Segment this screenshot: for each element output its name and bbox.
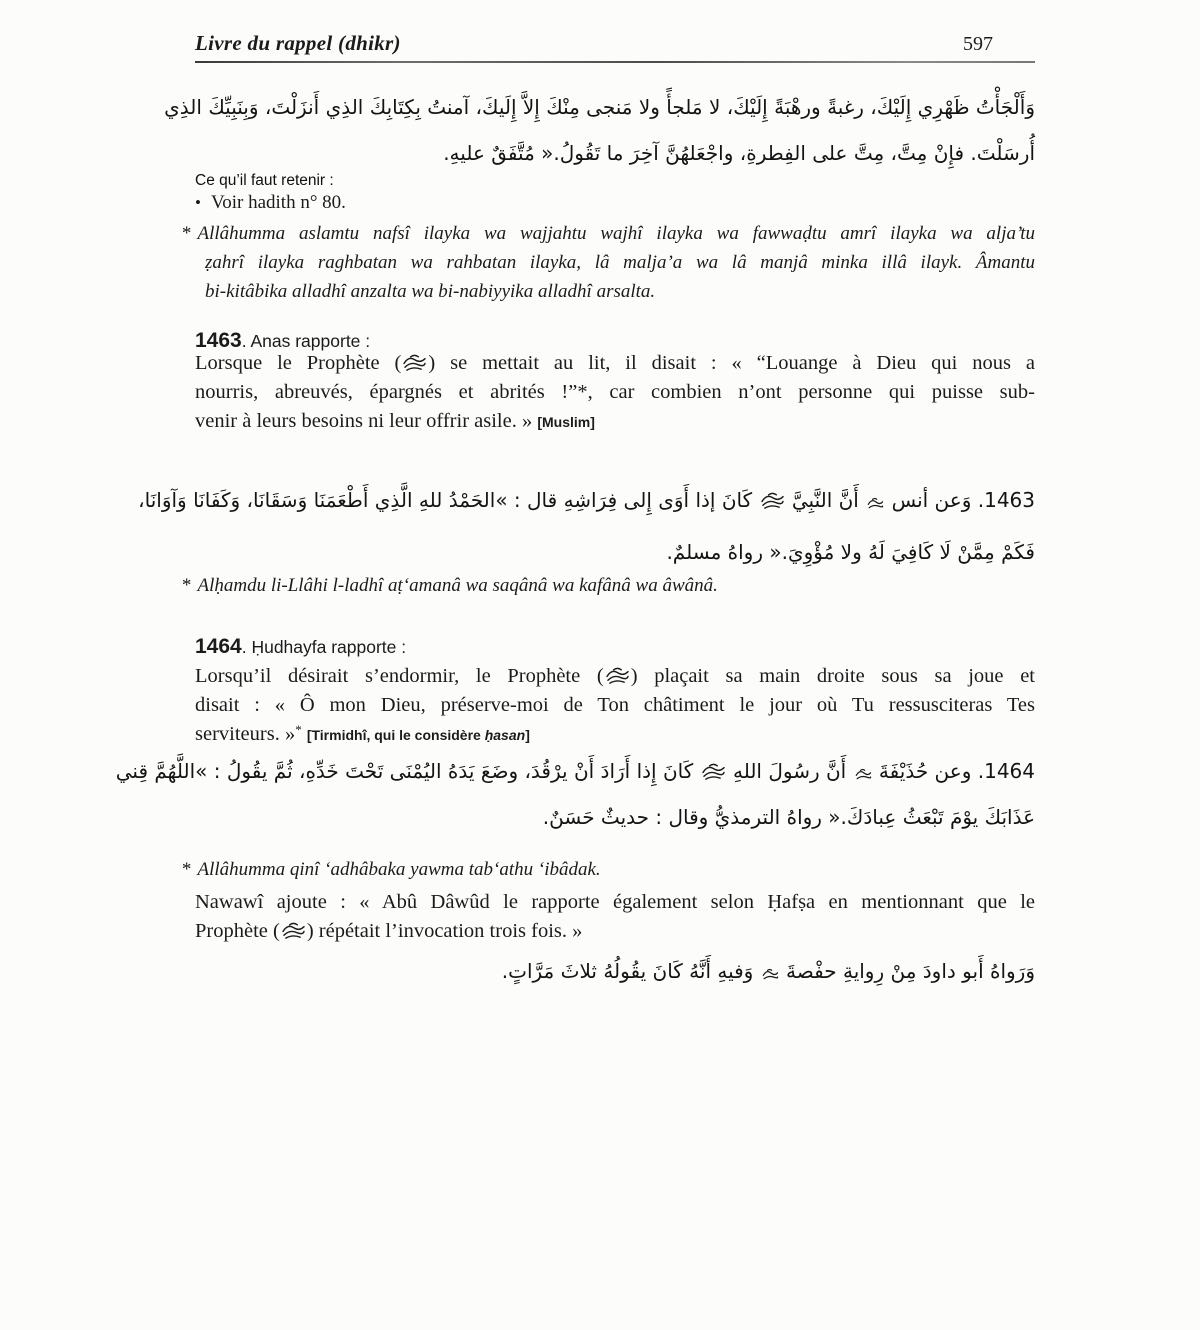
sallallahu-alayhi-wa-sallam-symbol xyxy=(701,761,726,782)
transliteration-line xyxy=(181,858,1035,882)
footnote-asterisk: * xyxy=(181,859,191,880)
nawawi-note xyxy=(195,888,1035,946)
hadith-1463-transliteration xyxy=(181,574,1035,598)
radiyallahu-anhu-symbol xyxy=(866,496,884,511)
french-text-line: disait : « Ô mon Dieu, préserve-moi de Ton châtiment le jour où Tu ressusciteras Tes xyxy=(195,694,1035,716)
french-text-line: venir à leurs besoins ni leur offrir asile. » [Muslim] xyxy=(195,410,595,432)
sallallahu-alayhi-wa-sallam-symbol xyxy=(760,490,785,511)
footnote-asterisk: * xyxy=(181,575,191,596)
french-text-line: Prophète ( ) répétait l’invocation trois fois. » xyxy=(195,920,583,942)
hadith-1463-french-body xyxy=(195,349,1035,436)
hadith-1464-heading xyxy=(195,635,1035,659)
hadith-1464-transliteration xyxy=(181,858,1035,882)
transliteration-text: Allâhumma qinî ‘adhâbaka yawma tab‘athu ‘ibâdak. xyxy=(197,859,601,880)
bullet-icon: • xyxy=(195,193,201,212)
sallallahu-alayhi-wa-sallam-symbol xyxy=(402,352,427,373)
transliteration-line: ẓahrî ilayka raghbatan wa rahbatan ilayka, lâ malja’a wa lâ manjâ minka illâ ilayk. Âmantu xyxy=(205,252,1035,273)
intro-transliteration-block xyxy=(181,219,1035,306)
radiyallahu-anhu-symbol xyxy=(761,967,779,982)
hadith-narrator: . Ḥudhayfa rapporte : xyxy=(241,637,407,657)
hadith-1464-arabic-block xyxy=(115,748,1035,840)
transliteration-line: bi-kitâbika alladhî anzalta wa bi-nabiyyika alladhî arsalta. xyxy=(205,281,656,302)
closing-arabic-block xyxy=(195,948,1035,994)
transliteration-line xyxy=(181,219,1035,248)
hadith-number: 1464 xyxy=(195,635,242,658)
transliteration-text: Alḥamdu li-Llâhi l-ladhî aṭ‘amanâ wa saqânâ wa kafânâ wa âwânâ. xyxy=(197,575,718,596)
french-text-line: nourris, abreuvés, épargnés et abrités !”*, car combien n’ont personne qui puisse sub- xyxy=(195,381,1035,403)
transliteration-text: Allâhumma aslamtu nafsî ilayka wa wajjahtu wajhî ilayka wa fawwaḍtu amrî ilayka wa alja’tu xyxy=(197,223,1035,244)
french-text-line: Lorsque le Prophète ( ) se mettait au lit, il disait : « “Louange à Dieu qui nous a xyxy=(195,352,1035,374)
arabic-line: 1464. وعن حُذَيْفَةَ أَنَّ رسُولَ اللهِ كَانَ إِذا أَرَادَ أَنْ يرْقُدَ، وضَعَ يَدَهُ اليُمْنَى تَحْتَ خَدِّهِ، ثُمَّ يقُولُ : »اللَّهُمَّ قِني xyxy=(115,759,1035,783)
hadith-1464-french-body xyxy=(195,662,1035,749)
header-rule xyxy=(195,61,1035,63)
french-text-line: Nawawî ajoute : « Abû Dâwûd le rapporte également selon Ḥafṣa en mentionnant que le xyxy=(195,891,1035,913)
arabic-line: فَكَمْ مِمَّنْ لَا كَافِيَ لَهُ ولا مُؤْوِيَ.« رواهُ مسلمٌ. xyxy=(666,540,1035,564)
hadith-number: 1463 xyxy=(195,329,242,352)
page-header xyxy=(195,30,1035,56)
arabic-line: وَرَواهُ أَبو داودَ مِنْ رِوايةِ حفْصةَ وَفيهِ أَنَّهُ كَانَ يقُولُهُ ثلاثَ مَرَّاتٍ. xyxy=(501,959,1035,983)
retain-text: Voir hadith n° 80. xyxy=(210,192,346,213)
hadith-1463-arabic-block xyxy=(138,474,1035,578)
arabic-line: وَأَلْجَأْتُ ظَهْرِي إِلَيْكَ، رغبةً ورهْبَةً إِلَيْكَ، لا مَلجأً ولا مَنجى مِنْكَ إِلاَّ إِلَيكَ، آمنتُ بِكِتَابِكَ الذِي أَنزَلْتَ، وَبِنَبِيِّكَ الذِي xyxy=(164,95,1035,119)
french-text-line: Lorsqu’il désirait s’endormir, le Prophète ( ) plaçait sa main droite sous sa joue et xyxy=(195,665,1035,687)
hadith-narrator: . Anas rapporte : xyxy=(241,331,371,351)
intro-dua-arabic-block xyxy=(164,84,1035,176)
footnote-asterisk: * xyxy=(181,223,191,244)
page-number: 597 xyxy=(963,33,993,55)
sallallahu-alayhi-wa-sallam-symbol xyxy=(605,665,630,686)
french-text-line: serviteurs. »* [Tirmidhî, qui le considère ḥasan] xyxy=(195,722,530,745)
arabic-line: أُرسَلْتَ. فإِنْ مِتَّ، مِتَّ على الفِطرةِ، واجْعَلهُنَّ آخِرَ ما تَقُولُ.« مُتَّفَقٌ عليهِ. xyxy=(443,141,1035,165)
transliteration-line xyxy=(181,574,1035,598)
retain-heading: Ce qu’il faut retenir : xyxy=(195,172,334,189)
retain-bullet-item xyxy=(195,192,1035,214)
arabic-line: 1463. وَعن أنس أَنَّ النَّبِيَّ كَانَ إذا أَوَى إِلى فِرَاشِهِ قال : »الحَمْدُ للهِ الَّذِي أَطْعَمَنَا وَسَقَانَا، وَكَفَانَا وَآوَانَا، xyxy=(138,488,1035,512)
arabic-line: عَذَابَكَ يوْمَ تَبْعَثُ عِبادَكَ.« رواهُ الترمذيُّ وقال : حديثٌ حَسَنٌ. xyxy=(542,805,1035,829)
sallallahu-alayhi-wa-sallam-symbol xyxy=(281,920,306,941)
radiyallahu-anhu-symbol xyxy=(854,767,872,782)
running-header-title: Livre du rappel (dhikr) xyxy=(195,31,401,55)
